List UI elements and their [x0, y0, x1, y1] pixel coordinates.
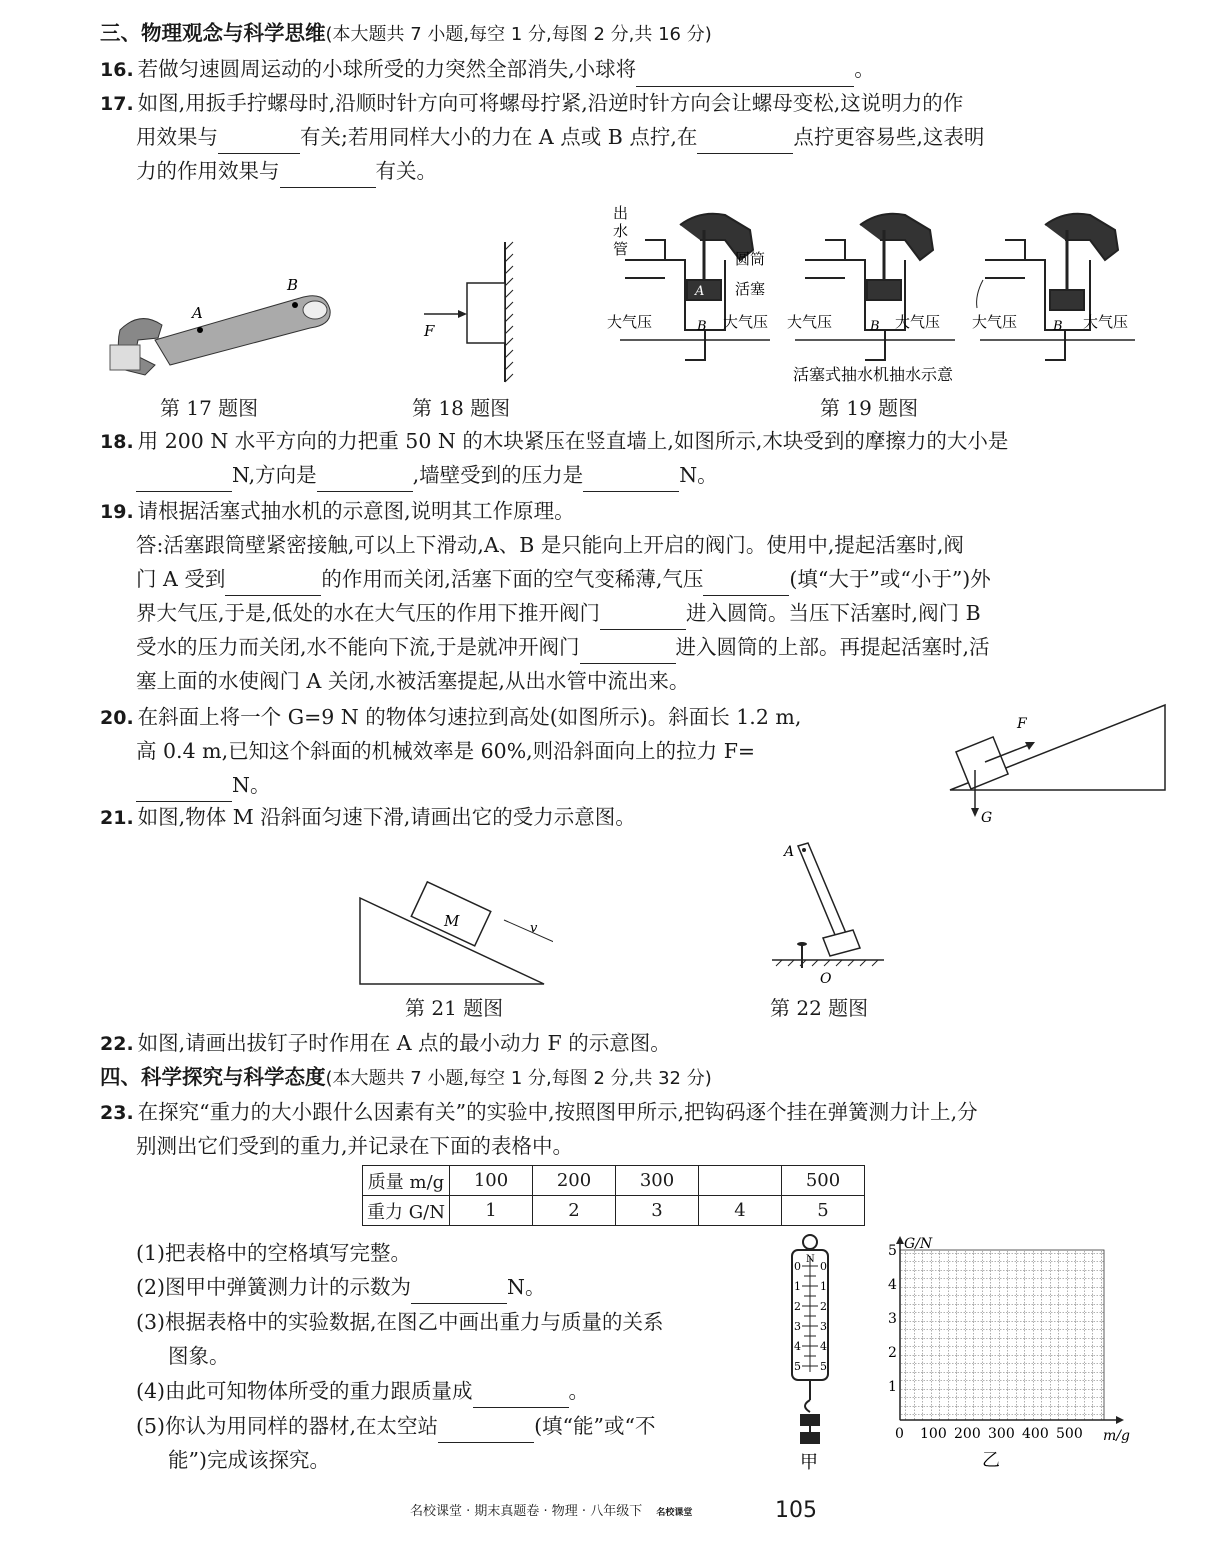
fig17-label-b: B	[287, 276, 299, 294]
q23-s5-text-b: (填“能”或“不	[534, 1414, 656, 1438]
table-row-mass	[363, 1166, 865, 1196]
q23-s4-blank[interactable]	[473, 1385, 569, 1408]
fig-yi-xtick: 500	[1056, 1426, 1083, 1442]
question-19-line1	[100, 494, 575, 529]
table-cell: 4	[699, 1196, 782, 1226]
fig-yi-ytick: 3	[888, 1311, 897, 1327]
q23-s2-blank[interactable]	[411, 1281, 507, 1304]
table-cell: 300	[616, 1166, 699, 1196]
q23-text-2: 别测出它们受到的重力,并记录在下面的表格中。	[136, 1134, 574, 1158]
q19-number: 19.	[100, 501, 134, 523]
section-3-title: 三、物理观念与科学思维	[100, 21, 326, 45]
question-16	[100, 52, 875, 87]
fig-yi-ytick: 4	[888, 1277, 897, 1293]
q20-text-2: 高 0.4 m,已知这个斜面的机械效率是 60%,则沿斜面向上的拉力 F=	[136, 739, 756, 763]
fig19-atm-6: 大气压	[1083, 313, 1129, 331]
q23-sub-3b	[168, 1339, 230, 1373]
fig-yi-caption: 乙	[982, 1450, 1000, 1471]
fig19-outlet-2: 水	[613, 222, 629, 240]
fig-jia-scale: 0	[820, 1260, 827, 1273]
fig21-label-v: v	[530, 921, 538, 936]
q21-number: 21.	[100, 807, 134, 829]
fig21-label-m: M	[444, 912, 460, 930]
q18-text-2b: ,墙壁受到的压力是	[412, 463, 584, 487]
table-cell: 500	[782, 1166, 865, 1196]
fig-jia-scale: 1	[794, 1280, 801, 1293]
fig19-subtitle: 活塞式抽水机抽水示意	[793, 365, 954, 384]
q20-number: 20.	[100, 707, 134, 729]
q22-text: 如图,请画出拔钉子时作用在 A 点的最小动力 F 的示意图。	[137, 1031, 671, 1055]
fig19-atm-5: 大气压	[972, 313, 1018, 331]
question-17-line1	[100, 86, 963, 121]
q17-text-2c: 点拧更容易些,这表明	[793, 125, 985, 149]
fig-yi-ylabel: G/N	[904, 1236, 933, 1252]
table-cell: 200	[533, 1166, 616, 1196]
q19-text-3c: (填“大于”或“小于”)外	[789, 567, 991, 591]
fig19-atm-4: 大气压	[895, 313, 941, 331]
q19-blank-4[interactable]	[580, 641, 676, 664]
q22-number: 22.	[100, 1033, 134, 1055]
question-19-line6	[136, 664, 689, 698]
q23-data-table	[362, 1165, 865, 1226]
question-19-line5	[136, 630, 990, 664]
q20-blank[interactable]	[136, 779, 232, 802]
q23-s1-text: (1)把表格中的空格填写完整。	[136, 1241, 412, 1265]
q16-number: 16.	[100, 59, 134, 81]
q20-text-3: N。	[232, 773, 271, 797]
question-20-line1	[100, 700, 801, 735]
fig-jia-scale: 2	[820, 1300, 827, 1313]
fig19-piston-label: 活塞	[735, 280, 766, 298]
q23-sub-5b	[168, 1443, 330, 1477]
q23-sub-3	[136, 1305, 664, 1339]
fig20-label-g: G	[981, 810, 993, 826]
fig-yi-ytick: 1	[888, 1379, 897, 1395]
question-18-line2	[136, 458, 718, 492]
q23-text-1: 在探究“重力的大小跟什么因素有关”的实验中,按照图甲所示,把钩码逐个挂在弹簧测力计上,分	[137, 1100, 978, 1124]
figure-22-caption: 第 22 题图	[770, 996, 869, 1020]
q23-s3b-text: 图象。	[168, 1344, 230, 1368]
question-19-line4	[136, 596, 981, 630]
q19-text-6: 塞上面的水使阀门 A 关闭,水被活塞提起,从出水管中流出来。	[136, 669, 690, 693]
question-19-line3	[136, 562, 991, 596]
table-cell: 1	[450, 1196, 533, 1226]
footer-logo: 名校课堂	[656, 1508, 693, 1518]
q21-text: 如图,物体 M 沿斜面匀速下滑,请画出它的受力示意图。	[137, 805, 636, 829]
fig-yi-xtick: 400	[1022, 1426, 1049, 1442]
question-20-line2	[136, 734, 755, 768]
q19-blank-3[interactable]	[600, 607, 686, 630]
table-header-mass: 质量 m/g	[363, 1166, 450, 1196]
q23-s2-end: N。	[507, 1275, 546, 1299]
q17-blank-3[interactable]	[280, 165, 376, 188]
q18-blank-2[interactable]	[317, 469, 413, 492]
page-footer	[410, 1500, 692, 1519]
fig-jia-scale: 1	[820, 1280, 827, 1293]
q19-text-2: 答:活塞跟筒壁紧密接触,可以上下滑动,A、B 是只能向上开启的阀门。使用中,提起活塞时,阀	[136, 533, 964, 557]
table-cell-blank[interactable]	[699, 1166, 782, 1196]
q23-s4-text: (4)由此可知物体所受的重力跟质量成	[136, 1379, 473, 1403]
fig-yi-ytick: 2	[888, 1345, 897, 1361]
q17-number: 17.	[100, 93, 134, 115]
fig19-atm-2: 大气压	[723, 313, 769, 331]
fig-jia-unit: N	[806, 1254, 815, 1265]
fig20-label-f: F	[1017, 716, 1027, 732]
figure-yi-grid	[880, 1236, 1145, 1471]
fig-yi-xtick: 200	[954, 1426, 981, 1442]
fig18-label-f: F	[424, 322, 435, 340]
q17-blank-2[interactable]	[697, 131, 793, 154]
fig-yi-xtick: 0	[895, 1426, 904, 1442]
q23-s4-end: 。	[568, 1379, 590, 1403]
section-3-note: (本大题共 7 小题,每空 1 分,每图 2 分,共 16 分)	[325, 24, 712, 45]
figure-18-block-wall	[420, 240, 530, 385]
question-17-line3	[136, 154, 437, 188]
fig19-valve-a: A	[695, 284, 705, 299]
q18-text-2a: N,方向是	[232, 463, 317, 487]
question-17-line2	[136, 120, 984, 154]
table-cell: 5	[782, 1196, 865, 1226]
table-cell: 2	[533, 1196, 616, 1226]
q23-sub-1	[136, 1236, 411, 1270]
fig19-atm-3: 大气压	[787, 313, 833, 331]
q23-number: 23.	[100, 1102, 134, 1124]
figure-19-piston-pump	[605, 200, 1140, 420]
fig19-valve-b-3: B	[1053, 319, 1063, 334]
pump-3	[977, 214, 1135, 360]
fig19-outlet-1: 出	[613, 204, 629, 222]
figure-17-caption: 第 17 题图	[160, 396, 259, 420]
footer-text: 名校课堂 · 期末真题卷 · 物理 · 八年级下	[410, 1504, 643, 1519]
question-18-line1	[100, 424, 1008, 459]
q18-blank-3[interactable]	[583, 469, 679, 492]
fig22-label-o: O	[820, 971, 832, 987]
fig19-cylinder-label: 圆筒	[735, 250, 766, 268]
fig22-label-a: A	[784, 844, 795, 860]
q17-text-2b: 有关;若用同样大小的力在 A 点或 B 点拧,在	[300, 125, 698, 149]
fig-yi-xtick: 300	[988, 1426, 1015, 1442]
fig-jia-scale: 5	[820, 1360, 827, 1373]
page-number: 105	[775, 1498, 817, 1523]
q18-text-2c: N。	[679, 463, 718, 487]
q17-text-1: 如图,用扳手拧螺母时,沿顺时针方向可将螺母拧紧,沿逆时针方向会让螺母变松,这说明力的作	[137, 91, 964, 115]
fig17-label-a: A	[192, 304, 203, 322]
q19-text-5a: 受水的压力而关闭,水不能向下流,于是就冲开阀门	[136, 635, 580, 659]
q18-text-1: 用 200 N 水平方向的力把重 50 N 的木块紧压在竖直墙上,如图所示,木块受到的摩擦力的大小是	[137, 429, 1009, 453]
q23-sub-2	[136, 1270, 545, 1304]
q19-blank-2[interactable]	[703, 573, 789, 596]
figure-18-caption: 第 18 题图	[412, 396, 511, 420]
section-4-header	[100, 1060, 712, 1096]
q23-s3-text: (3)根据表格中的实验数据,在图乙中画出重力与质量的关系	[136, 1310, 664, 1334]
q23-s5-text: (5)你认为用同样的器材,在太空站	[136, 1414, 439, 1438]
q19-text-3a: 门 A 受到	[136, 567, 226, 591]
fig-yi-xtick: 100	[920, 1426, 947, 1442]
q18-number: 18.	[100, 431, 134, 453]
q23-s5-blank[interactable]	[438, 1420, 534, 1443]
q23-sub-4	[136, 1374, 589, 1408]
q16-text: 若做匀速圆周运动的小球所受的力突然全部消失,小球将	[137, 57, 637, 81]
q19-text-4a: 界大气压,于是,低处的水在大气压的作用下推开阀门	[136, 601, 601, 625]
fig-jia-scale: 4	[794, 1340, 801, 1353]
q17-text-2a: 用效果与	[136, 125, 218, 149]
question-21	[100, 800, 636, 835]
fig-jia-caption: 甲	[800, 1452, 818, 1472]
q18-blank-1[interactable]	[136, 469, 232, 492]
fig19-atm-1: 大气压	[607, 313, 653, 331]
table-cell: 100	[450, 1166, 533, 1196]
fig19-valve-b-2: B	[870, 319, 880, 334]
fig-jia-scale: 4	[820, 1340, 827, 1353]
q20-text-1: 在斜面上将一个 G=9 N 的物体匀速拉到高处(如图所示)。斜面长 1.2 m,	[137, 705, 802, 729]
figure-22-hammer	[768, 838, 888, 988]
section-4-title: 四、科学探究与科学态度	[100, 1065, 326, 1089]
fig-jia-scale: 3	[820, 1320, 827, 1333]
q17-blank-1[interactable]	[218, 131, 300, 154]
section-4-note: (本大题共 7 小题,每空 1 分,每图 2 分,共 32 分)	[325, 1068, 712, 1089]
figure-17-wrench	[100, 270, 340, 410]
figure-jia-spring-scale	[782, 1232, 842, 1472]
table-header-weight: 重力 G/N	[363, 1196, 450, 1226]
q17-text-3b: 有关。	[375, 159, 437, 183]
question-22	[100, 1026, 671, 1061]
q23-sub-5	[136, 1409, 656, 1443]
fig-jia-scale: 3	[794, 1320, 801, 1333]
fig19-valve-b-1: B	[697, 319, 707, 334]
q19-text-5b: 进入圆筒的上部。再提起活塞时,活	[675, 635, 990, 659]
fig-jia-scale: 5	[794, 1360, 801, 1373]
figure-21-incline	[358, 880, 553, 990]
q17-text-3a: 力的作用效果与	[136, 159, 280, 183]
q19-text-1: 请根据活塞式抽水机的示意图,说明其工作原理。	[137, 499, 575, 523]
figure-19-caption: 第 19 题图	[820, 396, 919, 420]
q23-s5c-text: 能”)完成该探究。	[168, 1448, 330, 1472]
fig-yi-ytick: 5	[888, 1243, 897, 1259]
fig19-outlet-3: 管	[613, 240, 629, 258]
question-19-line2	[136, 528, 964, 562]
question-23-line1	[100, 1095, 978, 1130]
fig-jia-scale: 0	[794, 1260, 801, 1273]
figure-21-caption: 第 21 题图	[405, 996, 504, 1020]
q16-answer-blank[interactable]	[636, 64, 854, 87]
fig-jia-scale: 2	[794, 1300, 801, 1313]
q23-s2-text: (2)图甲中弹簧测力计的示数为	[136, 1275, 412, 1299]
fig-yi-xlabel: m/g	[1103, 1428, 1130, 1444]
section-3-header	[100, 16, 712, 52]
table-row-weight	[363, 1196, 865, 1226]
q19-text-3b: 的作用而关闭,活塞下面的空气变稀薄,气压	[321, 567, 704, 591]
question-23-line2	[136, 1129, 573, 1163]
table-cell: 3	[616, 1196, 699, 1226]
q16-end: 。	[854, 57, 875, 81]
figure-20-incline	[945, 700, 1170, 830]
q19-text-4b: 进入圆筒。当压下活塞时,阀门 B	[686, 601, 981, 625]
pump-2	[795, 214, 955, 360]
q19-blank-1[interactable]	[225, 573, 321, 596]
question-20-line3	[136, 768, 270, 802]
